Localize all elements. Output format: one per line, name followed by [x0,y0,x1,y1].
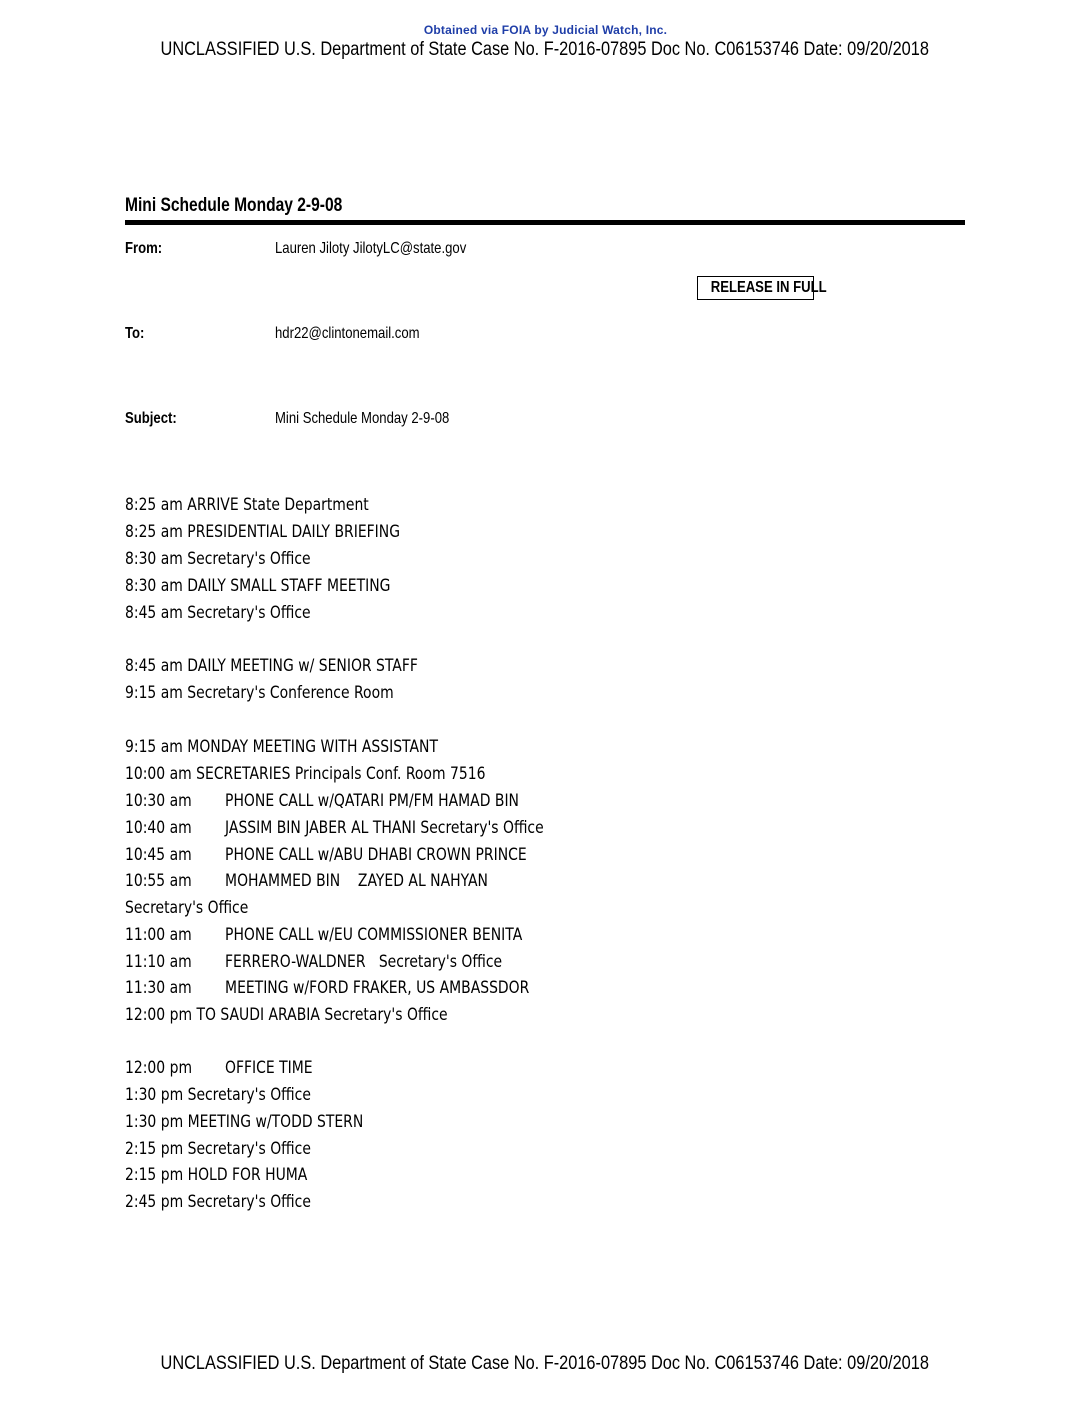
to-value: hdr22@clintonemail.com [275,325,420,342]
schedule-time: 10:45 am [125,845,192,865]
schedule-line: 2:15 pm HOLD FOR HUMA [125,1165,308,1185]
classification-header: UNCLASSIFIED U.S. Department of State Case No. F-2016-07895 Doc No. C06153746 Date: 09/20/2018 [160,39,929,60]
foia-watermark: Obtained via FOIA by Judicial Watch, Inc. [423,23,668,37]
schedule-line: 9:15 am MONDAY MEETING WITH ASSISTANT [125,737,438,757]
schedule-line: 8:45 am Secretary's Office [125,603,311,623]
schedule-line: 8:25 am ARRIVE State Department [125,495,369,515]
schedule-event: PHONE CALL w/QATARI PM/FM HAMAD BIN [225,791,519,811]
schedule-line [125,844,527,866]
schedule-line [125,817,544,839]
schedule-line: 10:00 am SECRETARIES Principals Conf. Room 7516 [125,764,486,784]
schedule-event: JASSIM BIN JABER AL THANI Secretary's Office [225,818,544,838]
subject-value: Mini Schedule Monday 2-9-08 [275,410,450,427]
schedule-event: OFFICE TIME [225,1058,313,1078]
subject-label: Subject: [125,410,177,427]
schedule-event: FERRERO-WALDNER Secretary's Office [225,952,503,972]
schedule-time: 11:30 am [125,978,192,998]
schedule-event: MEETING w/FORD FRAKER, US AMBASSDOR [225,978,530,998]
schedule-time: 12:00 pm [125,1058,193,1078]
release-stamp-text: RELEASE IN FULL [710,279,827,296]
to-label: To: [125,325,145,342]
schedule-time: 11:10 am [125,952,192,972]
release-stamp [697,276,827,300]
schedule-line: 8:30 am Secretary's Office [125,549,311,569]
schedule-line [125,870,488,892]
schedule-event: MOHAMMED BIN ZAYED AL NAHYAN [225,871,488,891]
schedule-line: 2:45 pm Secretary's Office [125,1192,311,1212]
schedule-time: 10:40 am [125,818,192,838]
schedule-time: 11:00 am [125,925,192,945]
email-title: Mini Schedule Monday 2-9-08 [125,195,343,216]
schedule-line: 9:15 am Secretary's Conference Room [125,683,394,703]
classification-footer: UNCLASSIFIED U.S. Department of State Case No. F-2016-07895 Doc No. C06153746 Date: 09/20/2018 [160,1353,929,1374]
from-label: From: [125,240,163,257]
schedule-line [125,1057,313,1079]
schedule-line [125,924,522,946]
schedule-line: 8:30 am DAILY SMALL STAFF MEETING [125,576,391,596]
title-divider [125,220,965,225]
schedule-line [125,790,519,812]
schedule-event: PHONE CALL w/ABU DHABI CROWN PRINCE [225,845,527,865]
schedule-line [125,951,502,973]
schedule-event: PHONE CALL w/EU COMMISSIONER BENITA [225,925,523,945]
schedule-line: Secretary's Office [125,898,249,918]
schedule-line: 1:30 pm MEETING w/TODD STERN [125,1112,364,1132]
schedule-line [125,977,529,999]
schedule-line: 8:45 am DAILY MEETING w/ SENIOR STAFF [125,656,418,676]
schedule-line: 12:00 pm TO SAUDI ARABIA Secretary's Office [125,1005,448,1025]
schedule-line: 8:25 am PRESIDENTIAL DAILY BRIEFING [125,522,401,542]
from-value: Lauren Jiloty JilotyLC@state.gov [275,240,467,257]
schedule-line: 1:30 pm Secretary's Office [125,1085,311,1105]
schedule-time: 10:30 am [125,791,192,811]
schedule-line: 2:15 pm Secretary's Office [125,1139,311,1159]
schedule-time: 10:55 am [125,871,192,891]
